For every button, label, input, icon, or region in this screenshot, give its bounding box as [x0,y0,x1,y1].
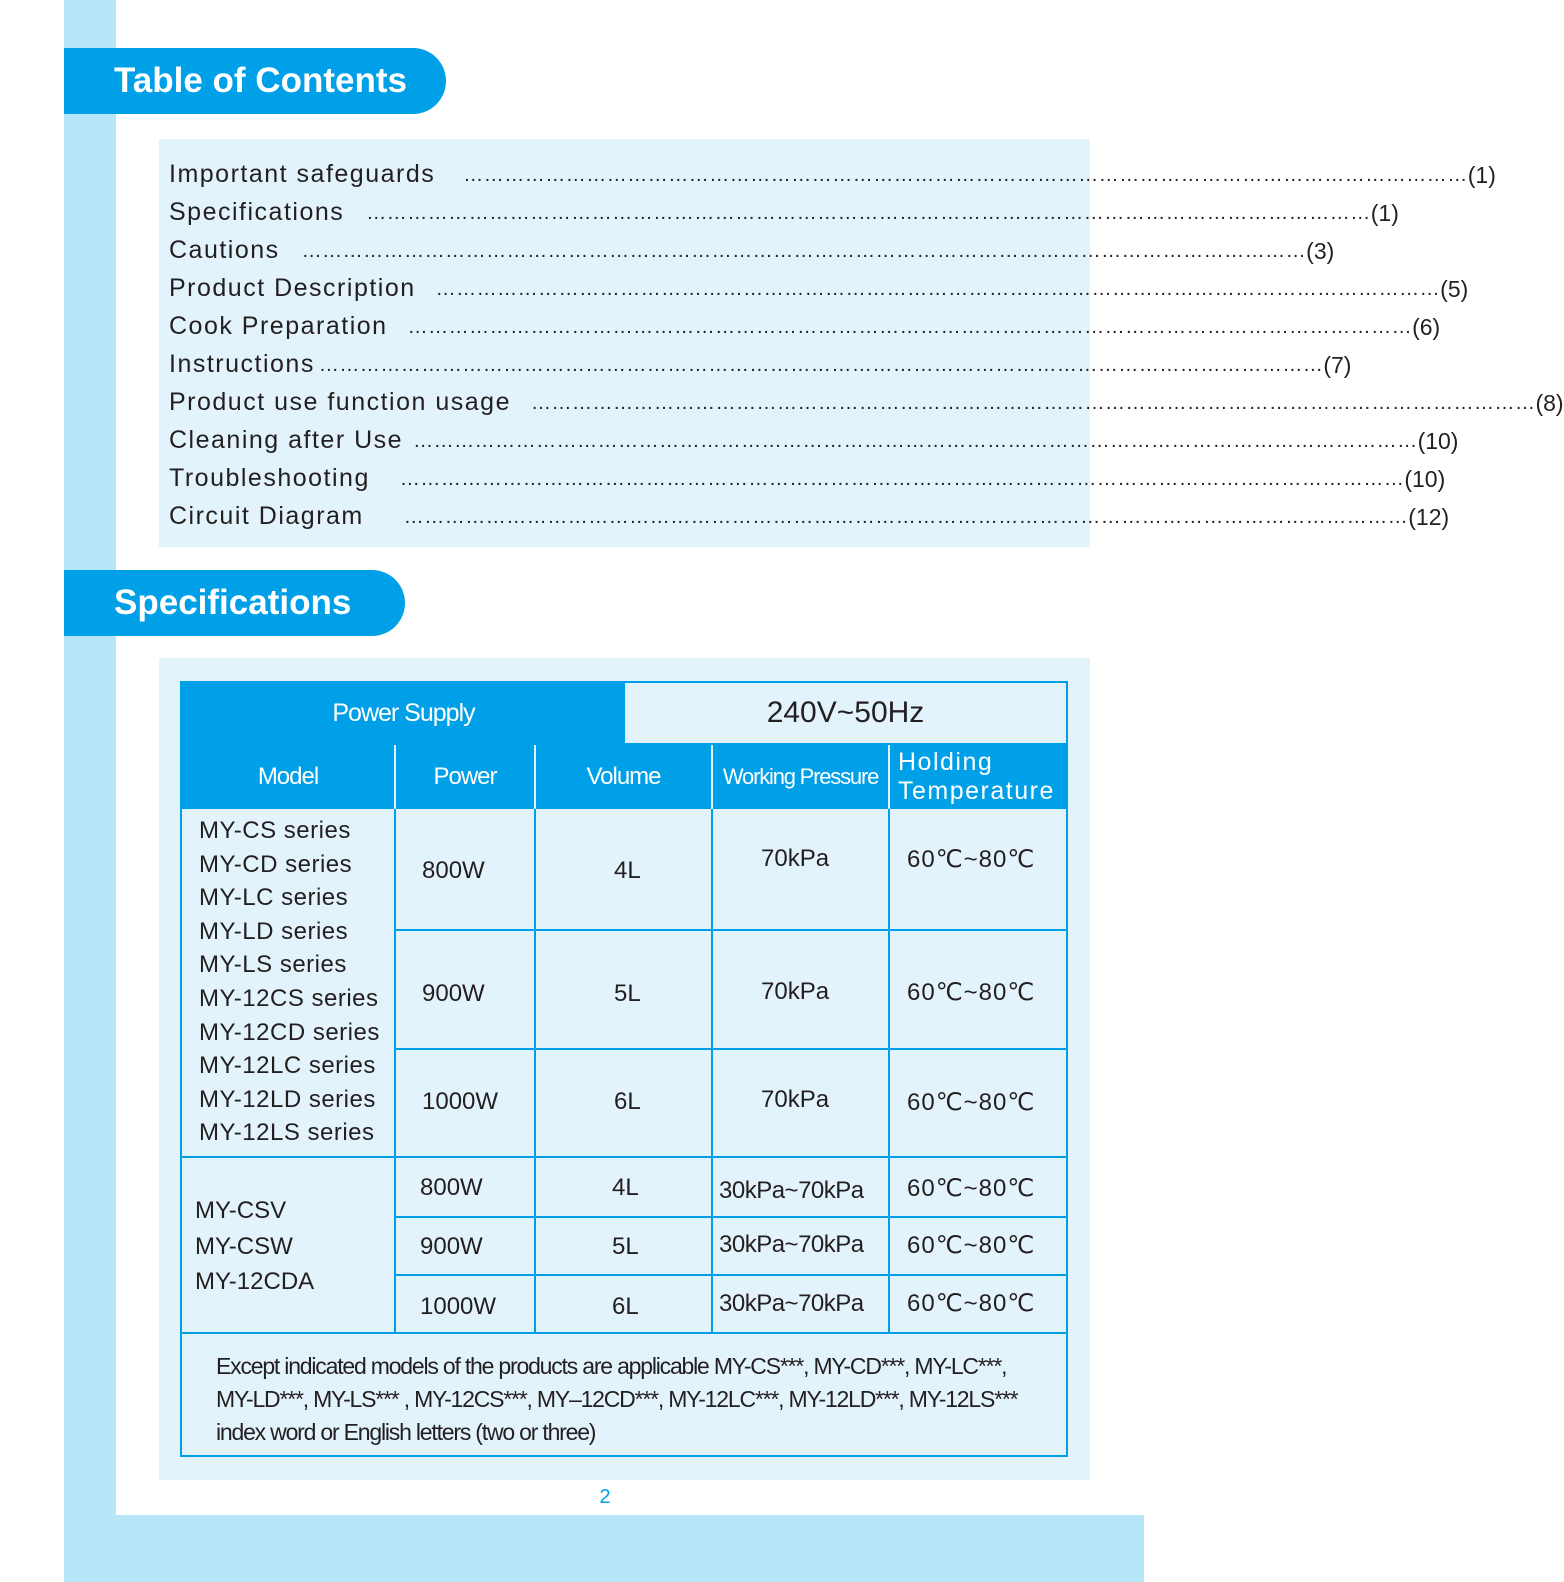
model-name: MY-LD series [199,917,349,945]
toc-leader-dots: ………………………………………………………………………………………………………………………………… [403,506,1409,528]
table-rule [394,1216,1066,1218]
model-name: MY-12LC series [199,1052,376,1080]
model-name: MY-LC series [199,884,349,912]
model-name: MY-12LS series [199,1119,375,1147]
toc-entry-title: Cook Preparation [169,312,388,340]
power-supply-value: 240V~50Hz [766,696,925,729]
cell-power: 900W [422,980,485,1007]
left-decorative-bar [64,0,116,1582]
cell-temperature: 60℃~80℃ [907,979,1036,1006]
cell-volume: 5L [614,980,641,1007]
cell-temperature: 60℃~80℃ [907,1089,1036,1116]
toc-entry-title: Specifications [169,198,345,226]
cell-temperature: 60℃~80℃ [907,1290,1036,1317]
header-power: Power [396,745,534,809]
cell-power: 800W [420,1174,483,1201]
toc-entry-page: (8) [1535,390,1564,416]
toc-leader-dots: ………………………………………………………………………………………………………………………………… [318,354,1324,376]
toc-entry[interactable] [169,265,1469,303]
specifications-table [180,681,1068,1457]
cell-power: 1000W [420,1293,497,1320]
toc-list [159,139,1564,547]
toc-entry-page: (5) [1440,276,1469,302]
cell-pressure: 30kPa~70kPa [719,1231,864,1258]
specifications-heading: Specifications [64,570,405,636]
toc-entry[interactable] [169,227,1335,265]
note-line: MY-LD***, MY-LS*** , MY-12CS***, MY–12CD***, MY-12LC***, MY-12LD***, MY-12LS*** [216,1386,1018,1412]
toc-entry-title: Product Description [169,274,416,302]
cell-volume: 4L [614,857,641,884]
toc-entry-title: Circuit Diagram [169,502,364,530]
toc-entry-title: Cleaning after Use [169,426,404,454]
bottom-decorative-bar [64,1515,1144,1582]
toc-leader-dots: ………………………………………………………………………………………………………………………………… [530,392,1536,414]
toc-entry-page: (6) [1412,314,1441,340]
toc-entry-page: (1) [1467,162,1496,188]
model-name: MY-CSW [195,1232,293,1260]
page-number: 2 [599,1486,611,1508]
table-rule [182,1332,1066,1334]
toc-entry[interactable] [169,379,1564,417]
model-name: MY-12CD series [199,1018,380,1046]
toc-entry-page: (10) [1417,428,1459,454]
table-rule [711,809,713,1333]
model-name: MY-CS series [199,817,351,844]
header-holding-temperature [890,745,1066,809]
toc-entry-title: Troubleshooting [169,464,370,492]
power-supply-label: Power Supply [182,683,625,743]
table-rule [182,1156,1066,1158]
toc-leader-dots: ………………………………………………………………………………………………………………………………… [366,202,1371,224]
toc-entry-page: (10) [1404,466,1446,492]
table-rule [394,809,396,1333]
cell-pressure: 70kPa [761,978,830,1005]
toc-leader-dots: ………………………………………………………………………………………………………………………………… [301,240,1307,262]
table-rule [534,809,536,1333]
cell-pressure: 30kPa~70kPa [719,1177,864,1204]
toc-entry-title: Important safeguards [169,160,436,188]
toc-entry-page: (12) [1408,504,1450,530]
toc-entry[interactable] [169,151,1496,189]
toc-entry[interactable] [169,455,1446,493]
table-rule [394,1274,1066,1276]
toc-entry-title: Cautions [169,236,280,264]
toc-leader-dots: ………………………………………………………………………………………………………………………………… [407,316,1413,338]
table-rule [182,743,1066,745]
model-group-1 [199,814,380,1150]
header-holding-line2: Temperature [898,777,1055,805]
model-name: MY-CD series [199,850,353,878]
toc-entry[interactable] [169,417,1459,455]
model-name: MY-LS series [199,951,347,979]
cell-temperature: 60℃~80℃ [907,846,1036,873]
header-working-pressure: Working Pressure [713,745,888,809]
toc-leader-dots: ………………………………………………………………………………………………………………………………… [435,278,1441,300]
toc-entry[interactable] [169,189,1399,227]
cell-volume: 4L [612,1174,639,1201]
model-name: MY-12CDA [195,1268,315,1295]
table-rule [394,1048,1066,1050]
toc-entry[interactable] [169,493,1450,531]
toc-leader-dots: ………………………………………………………………………………………………………………………………… [463,164,1468,186]
cell-volume: 6L [614,1088,641,1115]
toc-entry-title: Instructions [169,350,315,378]
note-line: index word or English letters (two or three) [216,1419,596,1445]
cell-pressure: 30kPa~70kPa [719,1290,864,1317]
note-line: Except indicated models of the products are applicable MY-CS***, MY-CD***, MY-LC***, [216,1353,1007,1379]
header-volume: Volume [536,745,711,809]
cell-pressure: 70kPa [761,1086,830,1113]
toc-leader-dots: ………………………………………………………………………………………………………………………………… [399,468,1405,490]
toc-entry-page: (3) [1306,238,1335,264]
toc-entry[interactable] [169,303,1441,341]
toc-entry-page: (1) [1370,200,1399,226]
cell-volume: 6L [612,1293,639,1320]
header-holding-line1: Holding [898,748,994,776]
cell-temperature: 60℃~80℃ [907,1232,1036,1259]
cell-volume: 5L [612,1233,639,1260]
toc-leader-dots: ………………………………………………………………………………………………………………………………… [413,430,1418,452]
toc-entry[interactable] [169,341,1352,379]
model-name: MY-12CS series [199,984,379,1012]
model-note [216,1350,1046,1449]
model-name: MY-CSV [195,1197,287,1224]
table-rule [394,929,1066,931]
cell-power: 900W [420,1233,483,1260]
model-group-2 [195,1193,314,1300]
cell-power: 800W [422,857,485,884]
toc-entry-title: Product use function usage [169,388,511,416]
cell-temperature: 60℃~80℃ [907,1175,1036,1202]
toc-entry-page: (7) [1323,352,1352,378]
cell-pressure: 70kPa [761,845,830,872]
table-rule [888,809,890,1333]
model-name: MY-12LD series [199,1085,376,1113]
header-model: Model [182,745,394,809]
toc-heading: Table of Contents [64,48,446,114]
cell-power: 1000W [422,1088,499,1115]
